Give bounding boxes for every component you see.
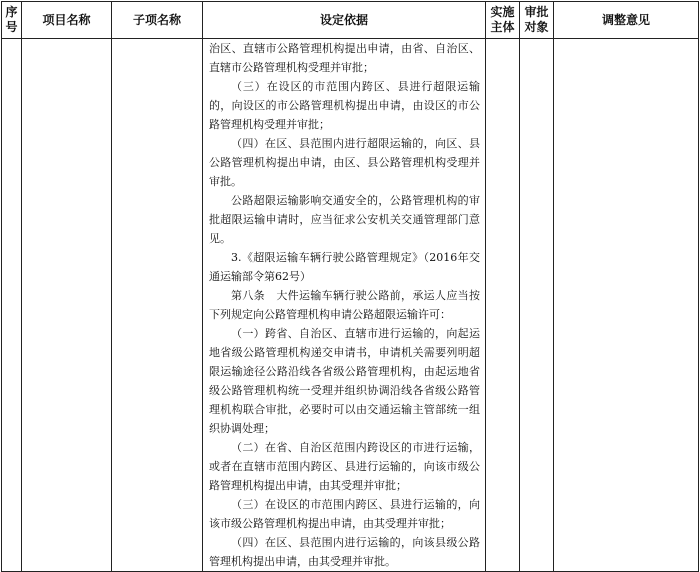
- header-seq-line1: 序: [5, 5, 18, 19]
- basis-paragraph: （三）在设区的市范围内跨区、县进行运输的，向该市级公路管理机构提出申请，由其受理并审批；: [209, 498, 480, 530]
- cell-seq: [2, 39, 22, 572]
- table-row: [2, 39, 699, 572]
- header-item-name: 项目名称: [22, 2, 112, 39]
- basis-paragraph: （四）在区、县范围内进行运输的，向该县级公路管理机构提出申请，由其受理并审批。: [209, 536, 480, 568]
- header-approval-target-line2: 对象: [524, 20, 549, 34]
- cell-sub-item-name: [112, 39, 203, 572]
- basis-paragraph: 治区、直辖市公路管理机构提出申请，由省、自治区、直辖市公路管理机构受理并审批；: [209, 42, 480, 74]
- approval-items-table: [1, 1, 699, 572]
- header-impl-subject: [486, 2, 520, 39]
- header-approval-target: [520, 2, 554, 39]
- header-impl-subject-line1: 实施: [490, 5, 515, 19]
- header-basis: 设定依据: [203, 2, 486, 39]
- cell-impl-subject: [486, 39, 520, 572]
- header-row: [2, 2, 699, 39]
- basis-paragraph: 3.《超限运输车辆行驶公路管理规定》（2016年交通运输部令第62号）: [209, 251, 480, 283]
- header-approval-target-line1: 审批: [524, 5, 549, 19]
- header-seq-line2: 号: [5, 20, 18, 34]
- header-adjust-opinion: 调整意见: [554, 2, 699, 39]
- header-seq: [2, 2, 22, 39]
- cell-item-name: [22, 39, 112, 572]
- cell-approval-target: [520, 39, 554, 572]
- basis-paragraph: （一）跨省、自治区、直辖市进行运输的，向起运地省级公路管理机构递交申请书，申请机关需要列明超限运输途径公路沿线各省级公路管理机构，由起运地省级公路管理机构统一受理并组织协调沿线各省级公路管理机构联合审批，必要时可以由交通运输主管部统一组织协调处理；: [209, 327, 480, 435]
- basis-paragraph: （四）在区、县范围内进行超限运输的，向区、县公路管理机构提出申请，由区、县公路管理机构受理并审批。: [209, 137, 480, 188]
- cell-adjust-opinion: [554, 39, 699, 572]
- basis-paragraph: 公路超限运输影响交通安全的，公路管理机构的审批超限运输申请时，应当征求公安机关交通管理部门意见。: [209, 194, 480, 245]
- cell-basis: [203, 39, 486, 572]
- header-sub-item-name: 子项名称: [112, 2, 203, 39]
- basis-paragraph: 第八条 大件运输车辆行驶公路前，承运人应当按下列规定向公路管理机构申请公路超限运输许可：: [209, 289, 480, 321]
- basis-paragraph: （二）在省、自治区范围内跨设区的市进行运输，或者在直辖市范围内跨区、县进行运输的，向该市级公路管理机构提出申请，由其受理并审批；: [209, 441, 480, 492]
- header-impl-subject-line2: 主体: [490, 20, 515, 34]
- basis-paragraph: （三）在设区的市范围内跨区、县进行超限运输的，向设区的市公路管理机构提出申请，由设区的市公路管理机构受理并审批；: [209, 80, 480, 131]
